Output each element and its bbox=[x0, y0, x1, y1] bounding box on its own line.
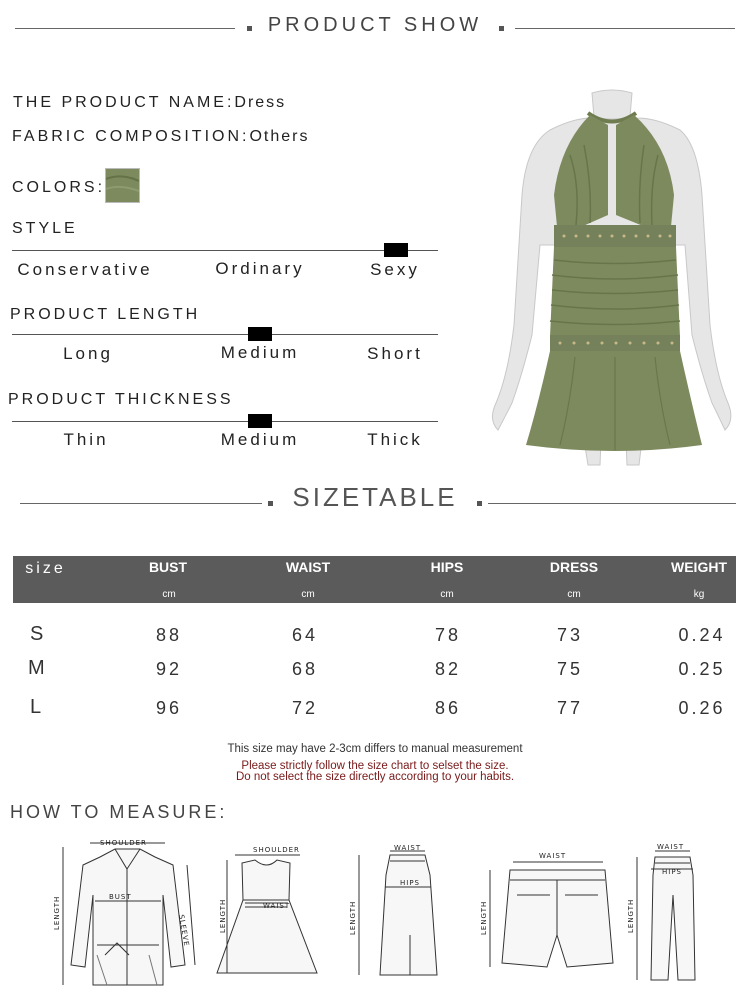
col-waist-unit: cm bbox=[301, 589, 315, 600]
thickness-marker bbox=[248, 414, 272, 428]
cell-size: S bbox=[30, 623, 44, 645]
cell-bust: 92 bbox=[155, 659, 183, 679]
style-scale-line bbox=[12, 250, 438, 251]
sizetable-dot-left bbox=[268, 501, 273, 506]
header-dot-left bbox=[247, 26, 252, 31]
header-line-left bbox=[15, 28, 235, 29]
length-option-short: Short bbox=[367, 344, 423, 363]
cell-waist: 64 bbox=[291, 625, 319, 645]
measure-diagrams bbox=[45, 835, 705, 995]
cell-weight: 0.25 bbox=[678, 659, 726, 679]
how-to-measure-title: HOW TO MEASURE: bbox=[10, 802, 228, 822]
cell-size: L bbox=[30, 696, 42, 718]
sizetable-line-left bbox=[20, 503, 262, 504]
label-length: LENGTH bbox=[480, 900, 488, 935]
size-warning-1: Please strictly follow the size chart to selset the size. bbox=[241, 760, 509, 772]
color-swatch[interactable] bbox=[105, 168, 140, 203]
col-size: size bbox=[25, 560, 66, 577]
label-waist: WAIST bbox=[539, 852, 567, 860]
cell-size: M bbox=[28, 657, 45, 679]
label-hips: HIPS bbox=[662, 868, 682, 876]
thickness-title: PRODUCT THICKNESS bbox=[8, 391, 234, 408]
thickness-option-medium: Medium bbox=[220, 430, 300, 449]
cell-weight: 0.26 bbox=[678, 698, 726, 718]
label-shoulder: SHOULDER bbox=[100, 839, 147, 847]
product-name bbox=[13, 94, 286, 112]
cell-dress: 75 bbox=[556, 659, 584, 679]
length-option-medium: Medium bbox=[220, 343, 300, 362]
label-length: LENGTH bbox=[53, 895, 61, 930]
fabric-value: Others bbox=[249, 128, 310, 145]
length-scale-line bbox=[12, 334, 438, 335]
style-option-ordinary: Ordinary bbox=[215, 259, 305, 278]
shorts-diagram bbox=[490, 862, 613, 967]
style-marker bbox=[384, 243, 408, 257]
length-option-long: Long bbox=[63, 344, 113, 363]
product-name-label: THE PRODUCT NAME: bbox=[13, 94, 235, 111]
header-dot-right bbox=[499, 26, 504, 31]
style-title: STYLE bbox=[12, 220, 78, 237]
sizetable-line-right bbox=[488, 503, 736, 504]
measurement-note: This size may have 2-3cm differs to manual measurement bbox=[227, 743, 523, 755]
label-bust: BUST bbox=[109, 893, 132, 901]
col-hips: HIPS bbox=[430, 559, 464, 575]
cell-dress: 77 bbox=[556, 698, 584, 718]
dress-skirt bbox=[526, 351, 702, 451]
size-table-header bbox=[13, 556, 736, 603]
fabric-composition bbox=[12, 128, 309, 146]
label-waist: WAIST bbox=[394, 844, 422, 852]
col-bust-unit: cm bbox=[162, 589, 176, 600]
dress-waistband bbox=[554, 225, 676, 247]
jacket-diagram bbox=[63, 843, 195, 985]
col-dress-unit: cm bbox=[567, 589, 581, 600]
col-bust: BUST bbox=[148, 559, 188, 575]
col-dress: DRESS bbox=[549, 559, 599, 575]
cell-hips: 86 bbox=[434, 698, 462, 718]
thickness-scale-line bbox=[12, 421, 438, 422]
style-option-sexy: Sexy bbox=[370, 260, 420, 279]
fabric-label: FABRIC COMPOSITION: bbox=[12, 128, 250, 145]
cell-bust: 88 bbox=[155, 625, 183, 645]
label-length: LENGTH bbox=[349, 900, 357, 935]
col-weight-unit: kg bbox=[693, 589, 705, 600]
label-length: LENGTH bbox=[219, 898, 227, 933]
style-option-conservative: Conservative bbox=[17, 260, 153, 279]
length-title: PRODUCT LENGTH bbox=[10, 306, 201, 323]
length-marker bbox=[248, 327, 272, 341]
thickness-option-thick: Thick bbox=[367, 430, 423, 449]
thickness-option-thin: Thin bbox=[63, 430, 109, 449]
size-warning-2: Do not select the size directly according to your habits. bbox=[235, 771, 515, 783]
cell-weight: 0.24 bbox=[678, 625, 726, 645]
col-waist: WAIST bbox=[285, 559, 331, 575]
cell-dress: 73 bbox=[556, 625, 584, 645]
label-sleeve: SLEEVE bbox=[177, 913, 191, 948]
cell-bust: 96 bbox=[155, 698, 183, 718]
product-photo bbox=[480, 85, 745, 470]
header-line-right bbox=[515, 28, 735, 29]
cell-hips: 82 bbox=[434, 659, 462, 679]
sizetable-dot-right bbox=[477, 501, 482, 506]
label-hips: HIPS bbox=[400, 879, 420, 887]
label-waist: WAIST bbox=[657, 843, 685, 851]
page-title: PRODUCT SHOW bbox=[267, 14, 483, 36]
product-name-value: Dress bbox=[234, 94, 287, 111]
label-waist: WAIST bbox=[263, 902, 291, 910]
label-shoulder: SHOULDER bbox=[253, 846, 300, 854]
dress-diagram bbox=[217, 855, 317, 973]
cell-waist: 68 bbox=[291, 659, 319, 679]
col-hips-unit: cm bbox=[440, 589, 454, 600]
colors-label: COLORS: bbox=[12, 179, 106, 196]
cell-hips: 78 bbox=[434, 625, 462, 645]
sizetable-title: SIZETABLE bbox=[292, 482, 458, 512]
label-length: LENGTH bbox=[627, 898, 635, 933]
col-weight: WEIGHT bbox=[671, 559, 727, 575]
swatch-fabric-texture bbox=[106, 169, 139, 202]
skirt-diagram bbox=[359, 851, 437, 975]
cell-waist: 72 bbox=[291, 698, 319, 718]
